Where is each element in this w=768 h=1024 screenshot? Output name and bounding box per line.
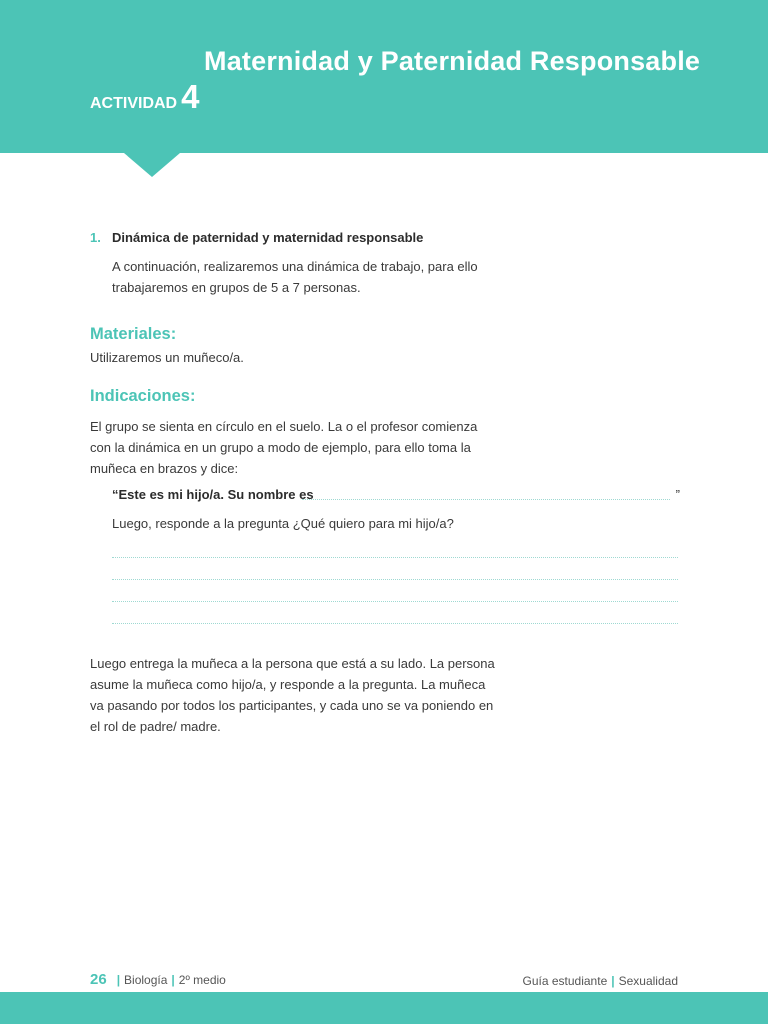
footer-guide: Guía estudiante bbox=[522, 974, 608, 988]
footer-level: 2º medio bbox=[178, 973, 226, 987]
footer-right bbox=[523, 974, 678, 988]
closing-line-1: Luego entrega la muñeca a la persona que está a su lado. La persona bbox=[90, 656, 495, 671]
indicaciones-line-2: con la dinámica en un grupo a modo de ejemplo, para ello toma la bbox=[90, 440, 471, 455]
footer-bar bbox=[0, 992, 768, 1024]
intro-line-1: A continuación, realizaremos una dinámica de trabajo, para ello bbox=[112, 259, 478, 274]
intro-line-2: trabajaremos en grupos de 5 a 7 personas. bbox=[112, 280, 361, 295]
activity-number: 4 bbox=[181, 78, 200, 115]
quote-close: ” bbox=[675, 487, 680, 502]
page-title: Maternidad y Paternidad Responsable bbox=[204, 46, 701, 76]
child-name-fill-in bbox=[112, 487, 680, 507]
closing-line-3: va pasando por todos los participantes, y cada uno se va poniendo en bbox=[90, 698, 494, 713]
closing-line-4: el rol de padre/ madre. bbox=[90, 719, 221, 734]
indicaciones-line-1: El grupo se sienta en círculo en el suelo. La o el profesor comienza bbox=[90, 419, 478, 434]
footer-subject: Biología bbox=[124, 973, 168, 987]
activity-label: ACTIVIDAD bbox=[90, 95, 178, 112]
item-title: Dinámica de paternidad y maternidad responsable bbox=[112, 230, 424, 245]
indicaciones-line-3: muñeca en brazos y dice: bbox=[90, 461, 239, 476]
materiales-text: Utilizaremos un muñeco/a. bbox=[90, 350, 244, 365]
answer-line-2[interactable] bbox=[112, 579, 678, 580]
footer-separator: | bbox=[171, 973, 175, 987]
answer-line-3[interactable] bbox=[112, 601, 678, 602]
question-text: Luego, responde a la pregunta ¿Qué quiero para mi hijo/a? bbox=[112, 516, 454, 531]
footer-separator: | bbox=[116, 973, 121, 987]
footer-left bbox=[90, 971, 226, 988]
indicaciones-heading: Indicaciones: bbox=[90, 387, 196, 405]
quote-text: “Este es mi hijo/a. Su nombre es bbox=[112, 487, 314, 502]
item-number: 1. bbox=[90, 230, 101, 245]
answer-line-1[interactable] bbox=[112, 557, 678, 558]
closing-line-2: asume la muñeca como hijo/a, y responde a la pregunta. La muñeca bbox=[90, 677, 486, 692]
name-blank-line[interactable] bbox=[302, 499, 670, 500]
footer-separator: | bbox=[611, 974, 615, 988]
page-number: 26 bbox=[90, 971, 107, 988]
header-notch bbox=[124, 153, 180, 177]
materiales-heading: Materiales: bbox=[90, 325, 177, 343]
activity-tag bbox=[90, 78, 199, 116]
answer-line-4[interactable] bbox=[112, 623, 678, 624]
footer-topic: Sexualidad bbox=[618, 974, 678, 988]
